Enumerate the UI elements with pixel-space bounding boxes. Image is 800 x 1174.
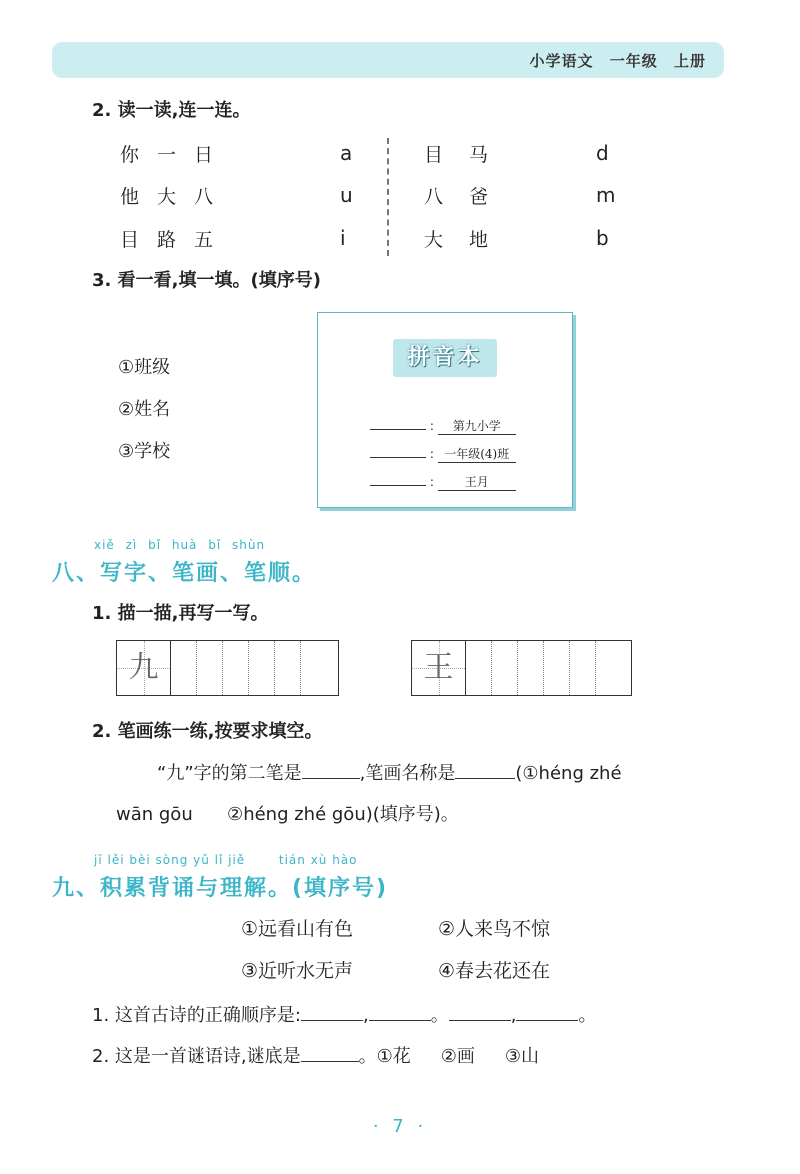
q3-fill-title: 3. 看一看,填一填。(填序号) xyxy=(92,270,321,291)
blank-field[interactable] xyxy=(370,429,426,430)
write-cell[interactable] xyxy=(492,641,518,695)
header-text xyxy=(529,50,706,71)
writing-grid-wang[interactable] xyxy=(411,640,632,696)
left-row-1-letter: a xyxy=(340,141,353,165)
section9-title: 九、积累背诵与理解。(填序号) xyxy=(52,876,389,901)
section9-pinyin: jī lěi bèi sòng yǔ lǐ jiě tián xù hào xyxy=(94,853,358,867)
poem-line-3: ③近听水无声 xyxy=(241,960,354,982)
write-cell[interactable] xyxy=(596,641,622,695)
poem-order-question: 1. 这首古诗的正确顺序是: , 。 , 。 xyxy=(92,1001,596,1027)
header-bar xyxy=(52,42,724,78)
poem-line-2: ②人来鸟不惊 xyxy=(438,918,551,940)
header-volume: 上册 xyxy=(673,52,706,70)
header-grade: 一年级 xyxy=(609,52,658,70)
card-row-class: : 一年级(4)班 xyxy=(370,445,516,463)
write-cell[interactable] xyxy=(223,641,249,695)
blank-field[interactable] xyxy=(370,457,426,458)
left-row-2-letter: u xyxy=(340,183,353,207)
notebook-cover xyxy=(317,312,573,508)
card-value-class: 一年级(4)班 xyxy=(438,445,516,463)
section8-pinyin: xiě zì bǐ huà bǐ shùn xyxy=(94,538,266,552)
blank-order-3[interactable] xyxy=(449,1002,511,1021)
blank-field[interactable] xyxy=(370,485,426,486)
option-school: ③学校 xyxy=(118,441,171,462)
write-cell[interactable] xyxy=(249,641,275,695)
left-row-3-letter: i xyxy=(340,226,346,250)
write-cell[interactable] xyxy=(171,641,197,695)
right-row-1-chars: 目马 xyxy=(424,144,515,166)
page-number: · 7 · xyxy=(372,1116,428,1137)
stroke-question-line1: “九”字的第二笔是 ,笔画名称是 (①héng zhé xyxy=(157,759,622,785)
left-row-3-chars: 目路五 xyxy=(120,229,232,251)
writing-grid-jiu[interactable] xyxy=(116,640,339,696)
right-row-3-letter: b xyxy=(596,226,609,250)
riddle-option-1: ①花 xyxy=(376,1046,411,1067)
right-row-2-chars: 八爸 xyxy=(424,186,515,208)
card-value-name: 王月 xyxy=(438,473,516,491)
right-row-1-letter: d xyxy=(596,141,609,165)
left-row-1-chars: 你一日 xyxy=(120,144,232,166)
stroke-question-line2: wān gōu ②héng zhé gōu)(填序号)。 xyxy=(116,804,459,825)
card-value-school: 第九小学 xyxy=(438,417,516,435)
card-row-name: : 王月 xyxy=(370,473,516,491)
trace-cell: 九 xyxy=(117,641,171,695)
column-divider xyxy=(387,138,389,256)
header-subject: 小学语文 xyxy=(529,52,594,70)
write-cell[interactable] xyxy=(301,641,327,695)
blank-riddle[interactable] xyxy=(301,1043,359,1062)
write-cell[interactable] xyxy=(275,641,301,695)
right-row-2-letter: m xyxy=(596,183,616,207)
blank-stroke-name[interactable] xyxy=(455,760,515,779)
left-row-2-chars: 他大八 xyxy=(120,186,232,208)
option-class: ①班级 xyxy=(118,357,171,378)
right-row-3-chars: 大地 xyxy=(424,229,515,251)
blank-order-2[interactable] xyxy=(369,1002,431,1021)
poem-line-4: ④春去花还在 xyxy=(438,960,551,982)
write-cell[interactable] xyxy=(544,641,570,695)
write-cell[interactable] xyxy=(466,641,492,695)
blank-stroke[interactable] xyxy=(302,760,360,779)
blank-order-4[interactable] xyxy=(516,1002,578,1021)
trace-cell: 王 xyxy=(412,641,466,695)
section8-q2-title: 2. 笔画练一练,按要求填空。 xyxy=(92,721,323,742)
riddle-option-3: ③山 xyxy=(504,1046,540,1067)
write-cell[interactable] xyxy=(570,641,596,695)
q2-read-title: 2. 读一读,连一连。 xyxy=(92,100,251,121)
write-cell[interactable] xyxy=(518,641,544,695)
write-cell[interactable] xyxy=(197,641,223,695)
notebook-title: 拼音本 xyxy=(393,339,497,377)
riddle-option-2: ②画 xyxy=(440,1046,475,1067)
option-name: ②姓名 xyxy=(118,399,171,420)
blank-order-1[interactable] xyxy=(301,1002,363,1021)
poem-line-1: ①远看山有色 xyxy=(241,918,354,940)
section8-title: 八、写字、笔画、笔顺。 xyxy=(52,561,317,586)
riddle-question: 2. 这是一首谜语诗,谜底是 。①花 ②画 ③山 xyxy=(92,1042,539,1068)
section8-q1-title: 1. 描一描,再写一写。 xyxy=(92,603,269,624)
card-row-school: : 第九小学 xyxy=(370,417,516,435)
